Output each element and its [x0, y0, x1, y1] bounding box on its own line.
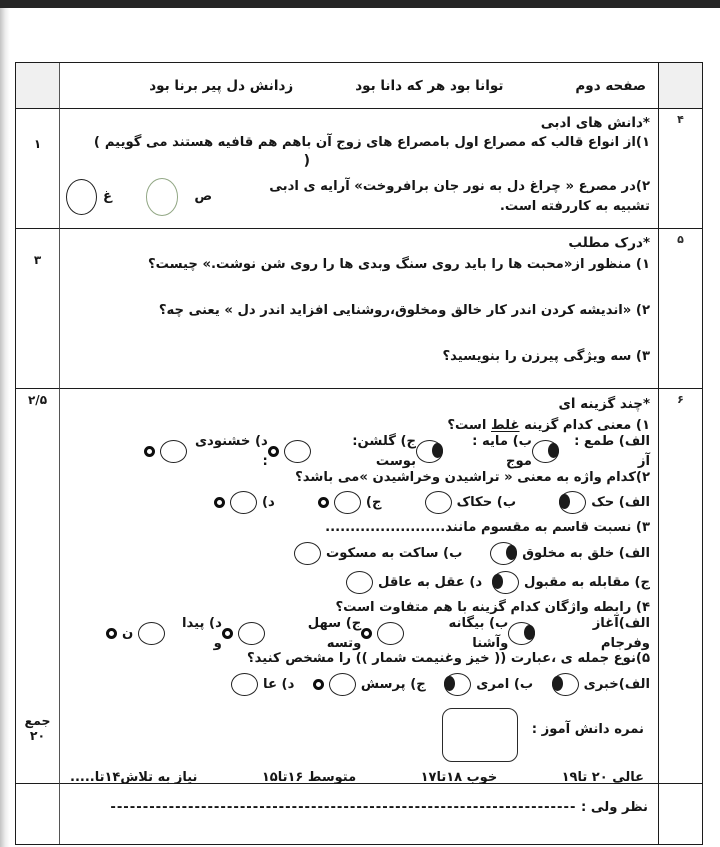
option-label: ب) مایه : موج: [472, 433, 532, 469]
option: [144, 432, 268, 472]
footer-left-cell: [16, 784, 59, 844]
option: [416, 432, 532, 472]
grade-needs-effort: نیاز به تلاش۱۴تا.....: [70, 770, 198, 784]
dashed-line: ------------------------------------------------------------------------: [110, 800, 577, 815]
answer-mark: [106, 628, 117, 639]
section3-score-cell: [16, 389, 59, 784]
option-label: الف)آغاز وفرجام: [592, 615, 650, 651]
option-label: ج) گلشن: بوست: [352, 433, 417, 469]
section2-title: *درک مطلب: [568, 235, 650, 251]
option-label: د): [262, 494, 275, 510]
scan-top-bar: [0, 0, 720, 8]
true-option-label: ص: [194, 189, 213, 204]
page-number-label: صفحه دوم: [575, 77, 646, 94]
answer-circle: [490, 542, 517, 565]
section3-number: ۶: [658, 389, 702, 784]
section1-score: ۱: [16, 109, 59, 229]
section2-q1: ۱) منظور از«محبت ها را باید روی سنگ وبدی ها را روی شن نوشت.» چیست؟: [147, 257, 650, 272]
mcq-q5-text: ۵)نوع جمله ی ،عبارت (( خیز وغنیمت شمار )) را مشخص کنید؟: [246, 651, 650, 666]
option: [552, 673, 650, 696]
answer-circle: [334, 491, 361, 514]
option-label: ب) امری: [476, 676, 534, 692]
option-label: د) عقل به عاقل: [378, 574, 483, 590]
section2-score: ۳: [16, 229, 59, 389]
option-label: الف) حک: [591, 494, 650, 510]
section1-q1-blank: ): [303, 153, 310, 169]
answer-circle: [416, 440, 443, 463]
section2-number: ۵: [658, 229, 702, 389]
section3-score: ۲/۵: [27, 393, 48, 407]
option-label: د) عا: [263, 676, 295, 692]
grade-excellent: عالی ۲۰ تا۱۹: [561, 770, 644, 784]
parent-opinion-row: [59, 784, 658, 844]
section1-q1-text: ۱)از انواع قالب که مصراع اول بامصراع های زوج آن باهم هم قافیه هستند می گوییم: [104, 135, 650, 150]
answer-circle: [492, 571, 519, 594]
answer-circle: [377, 622, 404, 645]
answer-circle: [231, 673, 258, 696]
answer-circle: [294, 542, 321, 565]
option: [425, 491, 517, 514]
answer-circle: [346, 571, 373, 594]
page-header: [59, 63, 658, 109]
option-label: ب) حکاک: [456, 494, 517, 510]
mcq-q3-options-row2: [66, 569, 650, 596]
option: [294, 542, 462, 565]
mcq-q2-text: ۲)کدام واژه به معنی « تراشیدن وخراشیدن »می باشد؟: [295, 470, 650, 485]
option-label: د) پیدا و: [181, 615, 222, 651]
answer-circle: [559, 491, 586, 514]
section2-comprehension: [59, 229, 658, 389]
answer-circle: [532, 440, 559, 463]
option-label: ج) مقابله به مقبول: [524, 574, 650, 590]
option-label: الف) خلق به مخلوق: [522, 545, 650, 561]
section3-multiple-choice: [59, 389, 658, 784]
section2-q2: ۲) «اندیشه کردن اندر کار خالق ومخلوق،روشنایی افزاید اندر دل » یعنی چه؟: [158, 303, 650, 318]
option: [559, 491, 650, 514]
option-label: الف)خبری: [583, 676, 650, 692]
option: [490, 542, 650, 565]
section1-q1: [66, 133, 650, 153]
option: [508, 614, 650, 654]
grade-average: متوسط ۱۶تا۱۵: [261, 770, 357, 784]
option: [222, 614, 361, 654]
option-label: ج) پرسش: [360, 676, 426, 692]
option: [231, 673, 294, 696]
answer-circle: [508, 622, 535, 645]
option: [532, 432, 650, 472]
mcq-q5-options: [66, 671, 650, 698]
option-label: الف) طمع : آز: [574, 433, 650, 469]
answer-circle: [425, 491, 452, 514]
student-score-row: [66, 708, 650, 764]
answer-mark: [214, 497, 225, 508]
answer-mark: [268, 446, 279, 457]
section1-q2-text: ۲)در مصرع « چراغ دل به نور جان برافروخت» آرایه ی ادبی تشبیه به کاررفته است.: [269, 179, 650, 214]
answer-mark: [318, 497, 329, 508]
header-corner-left: [16, 63, 59, 109]
answer-circle: [444, 673, 471, 696]
option: [318, 491, 382, 514]
header-corner-right: [658, 63, 702, 109]
exam-table: [15, 62, 703, 845]
motto-right: توانا بود هر که دانا بود: [355, 77, 504, 94]
option-label: ج) سهل وتسه: [307, 615, 362, 651]
mcq-q1-options: [66, 433, 650, 469]
section3-title: *چند گزینه ای: [558, 396, 650, 412]
total-score: جمع ۲۰: [24, 713, 51, 743]
answer-mark: [222, 628, 233, 639]
option-label: ب) ساکت به مسکوت: [326, 545, 463, 561]
section1-title: *دانش های ادبی: [540, 115, 650, 131]
option-label: ج): [365, 494, 382, 510]
answer-mark: [361, 628, 372, 639]
answer-circle: [238, 622, 265, 645]
answer-circle: [138, 622, 165, 645]
open-paren: (: [93, 135, 100, 150]
answer-circle: [230, 491, 257, 514]
grade-good: خوب ۱۸تا۱۷: [420, 770, 498, 784]
mcq-q3-text: ۳) نسبت قاسم به مقسوم مانند........................: [325, 520, 650, 535]
answer-circle: [160, 440, 187, 463]
option: [313, 673, 426, 696]
student-score-box: [442, 708, 518, 762]
grading-scale: [66, 768, 650, 784]
student-score-label: نمره دانش آموز :: [531, 722, 644, 737]
mcq-q2-options: [66, 489, 650, 516]
false-answer-circle: [66, 179, 97, 215]
option: [361, 614, 508, 654]
answer-mark: [144, 446, 155, 457]
option-label-after: ن: [122, 625, 134, 641]
section1-number: ۴: [658, 109, 702, 229]
option: [214, 491, 275, 514]
option-label: ب) بیگانه وآشنا: [448, 615, 509, 651]
answer-mark: [313, 679, 324, 690]
mcq-q1-text: ۱) معنی کدام گزینه غلط است؟: [447, 418, 650, 433]
answer-circle: [329, 673, 356, 696]
section1-literary-knowledge: [59, 109, 658, 229]
true-answer-circle: [146, 178, 178, 216]
option: [444, 673, 533, 696]
section2-q3: ۳) سه ویژگی پیرزن را بنویسید؟: [442, 349, 650, 364]
option: [346, 571, 482, 594]
option: [268, 432, 416, 472]
mcq-q3-options-row1: [66, 540, 650, 567]
answer-circle: [284, 440, 311, 463]
option: [492, 571, 650, 594]
option: [106, 614, 222, 654]
footer-right-cell: [658, 784, 702, 844]
parent-opinion-label: نظر ولی :: [581, 800, 648, 815]
scan-edge-shadow: [0, 8, 10, 847]
mcq-q4-options: [66, 615, 650, 651]
mcq-q4-text: ۴) رابطه واژگان کدام گزینه با هم متفاوت است؟: [335, 600, 650, 615]
motto-left: زدانش دل پیر برنا بود: [149, 77, 294, 94]
option-label: د) خشنودی :: [194, 433, 268, 469]
answer-circle: [552, 673, 579, 696]
section1-q2: [66, 177, 650, 217]
false-option-label: غ: [102, 189, 112, 204]
